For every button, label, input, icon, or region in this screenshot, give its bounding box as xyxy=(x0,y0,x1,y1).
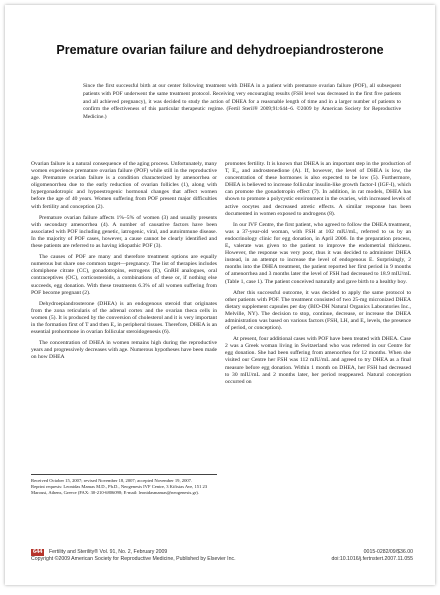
body-paragraph: Ovarian failure is a natural consequence of the aging process. Unfortunately, many women experience premature ovarian failure (POF) while still in the reproductive age. Premature ovarian failure is a condition characterized by amenorrhea or oligomenorrhea due to the early reduction of ovarian follicles (1), along with hypergonadotropic and hypoestrogenic hormonal changes that affect women before the age of 40 years. Women suffering from POF present major difficulties with fertility and conception (2). xyxy=(31,161,217,210)
body-paragraph: At present, four additional cases with POF have been treated with DHEA. Case 2 was a Greek woman living in Switzerland who was referred in our Centre for egg donation. She had been suffering from amenorrhea for 12 months. When she visited our Centre her FSH was 112 mIU/mL and agreed to try DHEA as a final measure before egg donation. Within 1 month on DHEA, her FSH had decreased to 30 mIU/mL and 2 months later, her period reappeared. Natural conception occurred on xyxy=(225,336,411,385)
reprint-requests: Reprint requests: Leonidas Mamas M.D., Ph.D., Neogenesis IVF Centre, 3 Kifisias Ave, 151 23 Marousi, Athens, Greece (FAX: 30-210-6806098; E-mail: leonidasmamas@neogenesis.gr). xyxy=(31,484,208,495)
journal-citation: Fertility and Sterility® Vol. 91, No. 2, February 2009 xyxy=(49,549,168,555)
copyright-notice: Copyright ©2009 American Society for Reproductive Medicine, Published by Elsevier Inc. xyxy=(31,556,236,562)
footnote xyxy=(31,478,217,496)
article-title: Premature ovarian failure and dehydroepiandrosterone xyxy=(56,43,384,57)
page-number: 644 xyxy=(33,549,43,555)
footnote-divider xyxy=(31,474,217,475)
body-paragraph: promotes fertility. It is known that DHEA is an important step in the production of T, E₂, and androstenedione (A). If, however, the level of DHEA is low, the concentration of these hormones is also expected to be low (5). Furthermore, DHEA is believed to increase follicular insulin-like growth factor-I (IGF-I), which can promote the gonadotropin effect (7). In addition, in rat models, DHEA has shown to promote a polycystic environment in the ovaries, with increased levels of active oocytes and decreased atretic effects. A similar response has been documented in women exposed to androgens (8). xyxy=(225,161,411,217)
body-paragraph: Dehydroepiandrosterone (DHEA) is an endogenous steroid that originates from the zona reticularis of the adrenal cortex and the ovarian theca cells in women (5). It is produced by the conversion of cholesterol and it is very important in the formation first of T and then E₂ in peripheral tissues. Therefore, DHEA is an essential prohormone in ovarian follicular steroidogenesis (6). xyxy=(31,300,217,336)
doi-link[interactable]: doi:10.1016/j.fertnstert.2007.11.055 xyxy=(331,556,413,562)
article-page xyxy=(5,5,435,585)
body-paragraph: The causes of POF are many and therefore treatment options are equally numerous but share one common target—pregnancy. The list of therapies includes clomiphene citrate (CC), gonadotropins, estrogens (E), GnRH analogues, oral contraceptives (OC), corticosteroids, a combinations of these or, if nothing else succeeds, egg donation. With these treatments 6.3% of all women suffering from POF become pregnant (2). xyxy=(31,254,217,296)
body-paragraph: Premature ovarian failure affects 1%–5% of women (3) and usually presents with secondary amenorrhea (4). A number of causative factors have been associated with POF including genetic, iatrogenic, viral, and autoimmune disease. In the majority of POF cases, however, a cause cannot be clearly identified and these patients are referred to as having idiopathic POF (3). xyxy=(31,214,217,250)
body-paragraph: The concentration of DHEA in women remains high during the reproductive years and progressively decreases with age. Numerous hypotheses have been made on how DHEA xyxy=(31,340,217,361)
body-paragraph: In our IVF Centre, the first patient, who agreed to follow the DHEA treatment, was a 37-year-old woman, with FSH at 102 mIU/mL, referred to us by an endocrinology clinic for egg donation, in April 2006. In the preparation process, E₂ valerate was given to the patient to improve the endometrial thickness. However, the response was very poor, thus it was decided to administer DHEA instead, in an attempt to increase the level of endogenous E. Surprisingly, 2 months into the DHEA treatment, the patient reported her first period in 9 months of amenorrhea and 3 months later the level of FSH had decreased to 18.9 mIU/mL (Table 1, case 1). The patient conceived naturally and gave birth to a healthy boy. xyxy=(225,221,411,285)
issn: 0015-0282/09/$36.00 xyxy=(363,549,413,555)
body-paragraph: After this successful outcome, it was decided to apply the same protocol to other patients with POF. The treatment consisted of two 25-mg micronized DHEA dietary supplement capsules per day (BIO-DH Natural Organics Laboratories Inc., Melville, NY). The decision to stop, continue, decrease, or increase the DHEA administration was based on various factors (FSH, LH, and E₂ levels, the presence of period, or conception). xyxy=(225,289,411,332)
received-dates: Received October 15, 2007; revised November 18, 2007; accepted November 19, 2007. xyxy=(31,478,193,483)
abstract: Since the first successful birth at our center following treatment with DHEA in a patient with premature ovarian failure (POF), all subsequent patients with POF underwent the same treatment protocol. Receiving very encouraging results (FSH level was decreased in the first five patients and all achieved pregnancy), it was decided to study the action of DHEA for a reasonable length of time and in a larger number of patients to confirm the effectiveness of this particular therapeutic regime. (Fertil Steril® 2009;91:644–6. ©2009 by American Society for Reproductive Medicine.) xyxy=(83,83,401,121)
left-column xyxy=(31,161,217,365)
right-column xyxy=(225,161,411,390)
